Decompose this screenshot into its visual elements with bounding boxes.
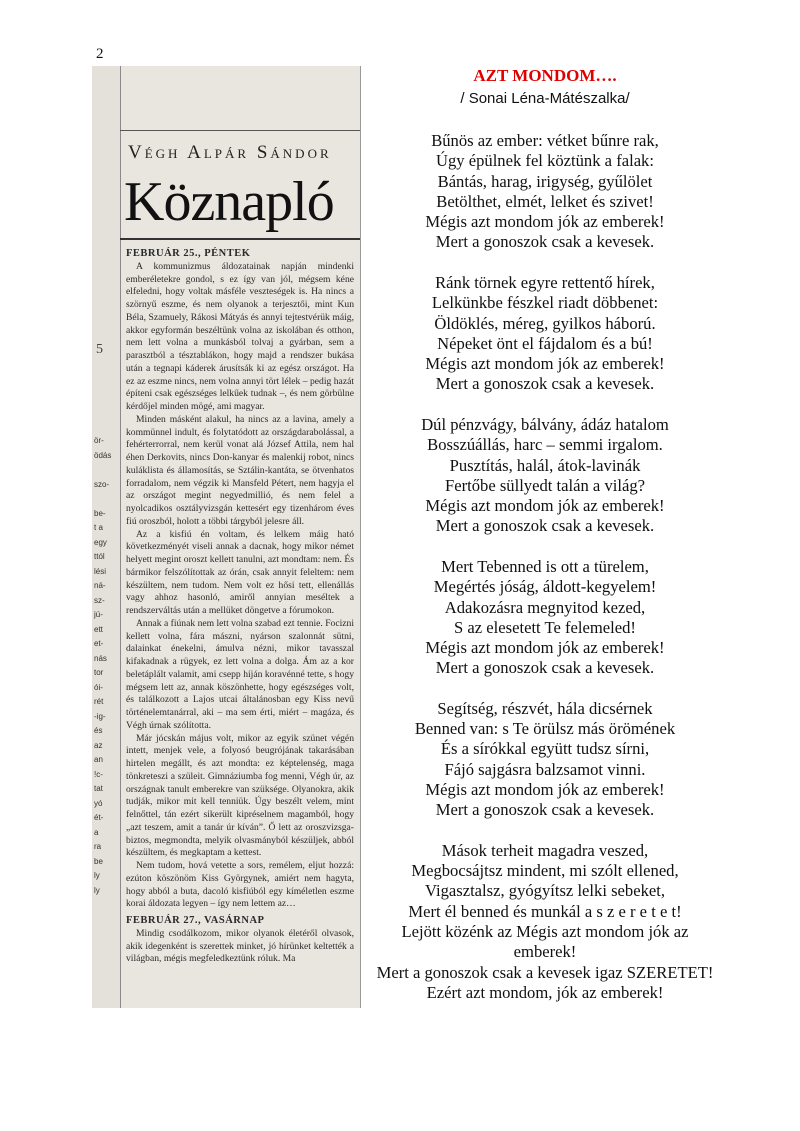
poem-line: Lejött közénk az Mégis azt mondom jók az emberek!	[401, 922, 689, 962]
poem-line: Öldöklés, méreg, gyilkos háború.	[434, 313, 656, 333]
poem-line: Fertőbe süllyedt talán a világ?	[445, 475, 645, 495]
strip-fragment: ör-	[94, 436, 104, 445]
poem-line: Ezért azt mondom, jók az emberek!	[426, 982, 664, 1002]
article-paragraph: Nem tudom, hová vetette a sors, remélem, eljut hozzá: ezúton köszönöm Kiss Györgynek, amiért nem hagyta, hogy abból a buta, dacoló kisfiúból egy kíméletlen eszme korai áldozata legyen – így nem lettem az…	[126, 860, 354, 910]
strip-fragment: nás	[94, 653, 107, 663]
poem-line: Mégis azt mondom jók az emberek!	[425, 212, 665, 232]
strip-fragment: ly	[94, 885, 100, 895]
strip-fragment: ttól	[94, 552, 105, 561]
strip-fragment: az	[94, 740, 103, 750]
strip-fragment: ná-	[94, 581, 106, 590]
clipping-body	[126, 244, 354, 966]
stanza	[372, 273, 718, 395]
article-paragraph: Minden másként alakul, ha nincs az a lavina, amely a kommünnel indult, és folytatódott az országdarabolással, a fehérterrorral, nem kerül vonat alá József Attila, nem hal éhen Derkovits, nincs Don-kanyar és malenkij robot, nincs kuláklista és államosítás, se Sztálin-kantáta, se ötvenhatos forradalom, nem végzik ki Mansfeld Pétert, nem hagyja el az országot megint negyedmillió, és nem felel a nyolcadikos osztályvizsgán kettesért egy tizenhárom éves fiú oroszból, holott a többi tárgyból jelesre áll.	[126, 413, 354, 527]
strip-fragment: tor	[94, 668, 104, 677]
poem-line: Dúl pénzvágy, bálvány, ádáz hatalom	[421, 414, 669, 434]
poem-line: Fájó sajgásra balzsamot vinni.	[444, 759, 646, 779]
poem-line: Mások terheit magadra veszed,	[441, 840, 649, 860]
masthead-rule	[120, 238, 360, 240]
strip-fragment: ra	[94, 842, 102, 851]
poem-line: Megbocsájtsz mindent, mi szólt ellened,	[411, 861, 679, 881]
strip-fragment: sz-	[94, 595, 105, 605]
strip-fragment: tat	[94, 784, 103, 793]
poem-body	[372, 131, 718, 1023]
strip-fragment: jú-	[94, 610, 103, 619]
strip-fragment: a	[94, 827, 99, 837]
strip-fragment: yó	[94, 798, 103, 808]
poem-line: Pusztítás, halál, átok-lavinák	[449, 455, 641, 475]
poem-line: Mégis azt mondom jók az emberek!	[425, 496, 665, 516]
article-paragraph: Annak a fiúnak nem lett volna szabad ezt tennie. Focizni kellett volna, fára mászni, nyárson szalonnát sütni, dalainkat énekelni, ámulva nézni, mikor tavasszal kifakadnak a rügyek, ez lett volna a dolga. Ám az a kor beletáplált valamit, ami csepp híján koravénné tette, s hogy mégsem lett az, annak köszönhette, hogy egészséges volt, és találkozott a Lajos utcai általánosban egy Kiss nevű történelemtanárral, aki – ma sem érti, miért – magáza, és Végh úrnak szólította.	[126, 617, 354, 731]
poem-line: Lelkünkbe fészkel riadt döbbenet:	[431, 293, 659, 313]
strip-fragment: egy	[94, 537, 107, 547]
strip-mark: 5	[96, 342, 103, 357]
poem-line: Vigasztalsz, gyógyítsz lelki sebeket,	[424, 881, 665, 901]
page-number: 2	[96, 46, 104, 62]
article-paragraph: Mindig csodálkozom, mikor olyanok életéről olvasok, akik idegenként is szerettek minket, jó hírünket keltették a világban, mégis megfeledkeztünk róluk. Ma	[126, 927, 354, 965]
poem-line: Betölthet, elmét, lelket és szivet!	[436, 191, 654, 211]
poem-line: Mégis azt mondom jók az emberek!	[425, 638, 665, 658]
strip-fragment: szo-	[94, 479, 110, 489]
strip-fragment: ly	[94, 871, 100, 880]
strip-fragment: rét	[94, 697, 104, 706]
stanza	[372, 557, 718, 679]
poem-line: Bosszúállás, harc – semmi irgalom.	[427, 435, 663, 455]
clipping-masthead: Köznapló	[124, 171, 334, 233]
strip-fragment: be-	[94, 508, 106, 518]
stanza	[372, 699, 718, 821]
clipping-author: Végh Alpár Sándor	[128, 142, 332, 163]
strip-fragment	[94, 463, 118, 478]
article-paragraph: Az a kisfiú én voltam, és lelkem máig ható következményét viseli annak a dacnak, hogy mikor német helyett megint oroszt kellett tanulni, azt mondtam: nem. És bármikor felszólítottak az órán, csak annyit feleltem: nem készültem, nem tudom. Nem volt ez hősi tett, ellenállás vagy ahhoz hasonló, amiről annyian meséltek a rendszerváltás után a mellüket döngetve a fórumokon.	[126, 528, 354, 616]
poem-line: Mégis azt mondom jók az emberek!	[425, 780, 665, 800]
poem-line: Megértés jóság, áldott-kegyelem!	[433, 577, 657, 597]
poem-line: S az elesetett Te felemeled!	[454, 617, 636, 637]
stanza	[372, 131, 718, 253]
poem-byline: / Sonai Léna-Mátészalka/	[460, 90, 630, 107]
poem-title: AZT MONDOM….	[473, 66, 617, 85]
dateline: FEBRUÁR 27., VASÁRNAP	[126, 915, 265, 926]
poem-line: És a sírókkal együtt tudsz sírni,	[440, 739, 650, 759]
poem-line: Adakozásra megnyitod kezed,	[444, 597, 646, 617]
poem-line: Mert a gonoszok csak a kevesek.	[435, 232, 655, 252]
stanza	[372, 415, 718, 537]
strip-fragment: ett	[94, 624, 103, 634]
poem-line: Mert a gonoszok csak a kevesek.	[435, 800, 655, 820]
poem-line: Bántás, harag, irigység, gyűlölet	[437, 171, 653, 191]
strip-fragment: ödás	[94, 450, 112, 460]
article-paragraph: A kommunizmus áldozatainak napján mindenki emberéletekre gondol, s ez így van jól, mégsem kéne elfeledni, hogy voltak másféle veszteségek is. Ha nincs a szörnyű eszme, és nem olyanok a terjesztői, mint Kun Béla, Szamuely, Rákosi Mátyás és annyi tejtestvérük máig, akkor egyformán beszéltünk volna az iskolában és otthon, nem lett volna a munkásból tolvaj a gyárban, sem a parasztból a tésztablákon, hogy majd a rendszer bukása után a tegnapi káderek árusítsák ki az egész országot. Ha ez az eszme nincs, nem volna annyi tört lélek – pedig hazát építeni csak egészséges lelkűek tudnak –, és nem görbülne kérdőjel minden mögé, ami magyar.	[126, 260, 354, 412]
poem-line: Bűnös az ember: vétket bűnre rak,	[431, 131, 659, 150]
poem-line: Ránk törnek egyre rettentő hírek,	[435, 272, 655, 292]
strip-fragment: ói-	[94, 682, 103, 692]
strip-fragment: -ig-	[94, 711, 106, 721]
strip-fragment	[94, 492, 118, 507]
strip-fragment: ét-	[94, 813, 104, 822]
poem-line: Mert Tebenned is ott a türelem,	[441, 556, 649, 576]
newspaper-clipping	[92, 66, 361, 1008]
strip-fragment: an	[94, 755, 103, 764]
poem-line: Népeket önt el fájdalom és a bú!	[437, 333, 653, 353]
dateline: FEBRUÁR 25., PÉNTEK	[126, 248, 251, 259]
poem-line: Segítség, részvét, hála dicsérnek	[437, 698, 653, 718]
top-rule	[120, 130, 360, 131]
strip-fragment: lési	[94, 566, 107, 576]
strip-fragment: et-	[94, 639, 104, 648]
article-paragraph: Már jócskán május volt, mikor az egyik szünet végén intett, menjek vele, a folyosó beugrójának takarásában hirtelen megállt, és azt mondta: ez képtelenség, maga tönkreteszi a szüleit. Gimnáziumba fog menni, Végh úr, az országnak tanult emberekre van szüksége. Olyanokra, akik tudják, mikor mit kell tenniük. Úgy beszélt velem, mint felnőttel, tán ezért sikerült kipréselnem magamból, hogy „azt teszem, amit a tanár úr kíván”. Ő lett az oroszvizsga-biztos, megmondta, melyik olvasmányból készüljek, abból készültem, és megkaptam a kettest.	[126, 732, 354, 859]
strip-fragments	[94, 434, 118, 898]
poem-line: Mégis azt mondom jók az emberek!	[425, 354, 665, 374]
poem-line: Mert él benned és munkál a s z e r e t e t!	[408, 901, 682, 921]
poem-line: Mert a gonoszok csak a kevesek igaz SZERETET!	[376, 962, 714, 982]
strip-fragment: be	[94, 856, 103, 866]
poem-line: Benned van: s Te örülsz más örömének	[414, 719, 676, 739]
stanza	[372, 841, 718, 1003]
poem-line: Mert a gonoszok csak a kevesek.	[435, 374, 655, 394]
poem-line: Úgy épülnek fel köztünk a falak:	[436, 151, 654, 171]
strip-fragment: t a	[94, 523, 103, 532]
strip-fragment: !c-	[94, 769, 103, 779]
poem-line: Mert a gonoszok csak a kevesek.	[435, 658, 655, 678]
strip-fragment: és	[94, 726, 103, 735]
poem-line: Mert a gonoszok csak a kevesek.	[435, 516, 655, 536]
